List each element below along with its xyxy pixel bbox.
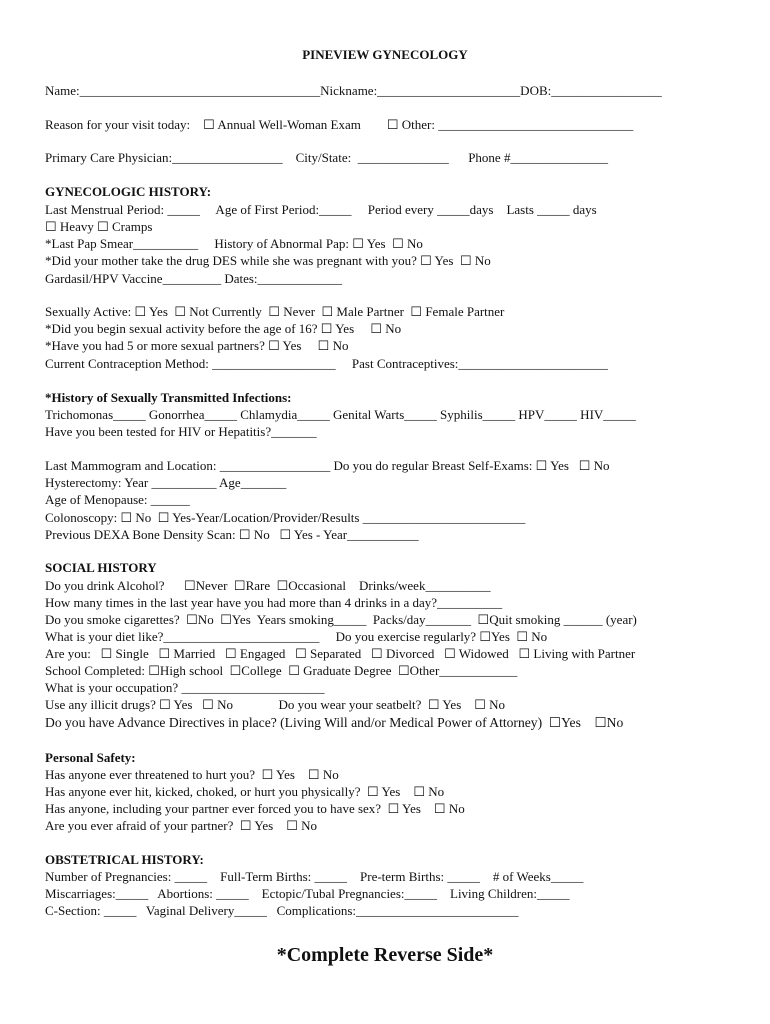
marital-line: Are you: ☐ Single ☐ Married ☐ Engaged ☐ Separated ☐ Divorced ☐ Widowed ☐ Living with Partner bbox=[45, 646, 636, 661]
obstetrical-heading: OBSTETRICAL HISTORY: bbox=[45, 852, 204, 867]
five-partners-line: *Have you had 5 or more sexual partners? ☐ Yes ☐ No bbox=[45, 338, 349, 353]
physical-hurt-line: Has anyone ever hit, kicked, choked, or hurt you physically? ☐ Yes ☐ No bbox=[45, 784, 445, 799]
school-line: School Completed: ☐High school ☐College ☐ Graduate Degree ☐Other____________ bbox=[45, 663, 518, 678]
social-history-heading: SOCIAL HISTORY bbox=[45, 560, 157, 575]
before-16-line: *Did you begin sexual activity before the age of 16? ☐ Yes ☐ No bbox=[45, 321, 402, 336]
advance-directives-line: Do you have Advance Directives in place? (Living Will and/or Medical Power of Attorney) ☐Yes ☐No bbox=[45, 715, 624, 730]
name-line: Name:_____________________________________Nickname:______________________DOB:_________________ bbox=[45, 83, 662, 98]
afraid-partner-line: Are you ever afraid of your partner? ☐ Yes ☐ No bbox=[45, 818, 318, 833]
menopause-line: Age of Menopause: ______ bbox=[45, 492, 190, 507]
hiv-test-line: Have you been tested for HIV or Hepatitis?_______ bbox=[45, 424, 317, 439]
drinks-day-line: How many times in the last year have you had more than 4 drinks in a day?__________ bbox=[45, 595, 503, 610]
alcohol-line: Do you drink Alcohol? ☐Never ☐Rare ☐Occasional Drinks/week__________ bbox=[45, 578, 491, 593]
heavy-cramps-line: ☐ Heavy ☐ Cramps bbox=[45, 219, 153, 234]
occupation-line: What is your occupation? ______________________ bbox=[45, 680, 325, 695]
diet-line: What is your diet like?________________________ Do you exercise regularly? ☐Yes ☐ No bbox=[45, 629, 548, 644]
reason-line: Reason for your visit today: ☐ Annual Well-Woman Exam ☐ Other: ______________________________ bbox=[45, 117, 634, 132]
mammogram-line: Last Mammogram and Location: _________________ Do you do regular Breast Self-Exams: ☐ Yes ☐ No bbox=[45, 458, 610, 473]
personal-safety-heading: Personal Safety: bbox=[45, 750, 136, 765]
dexa-line: Previous DEXA Bone Density Scan: ☐ No ☐ Yes - Year___________ bbox=[45, 527, 419, 542]
threatened-line: Has anyone ever threatened to hurt you? ☐ Yes ☐ No bbox=[45, 767, 339, 782]
drugs-seatbelt-line: Use any illicit drugs? ☐ Yes ☐ No Do you wear your seatbelt? ☐ Yes ☐ No bbox=[45, 697, 506, 712]
colonoscopy-line: Colonoscopy: ☐ No ☐ Yes-Year/Location/Provider/Results _________________________ bbox=[45, 510, 526, 525]
contraception-line: Current Contraception Method: ___________________ Past Contraceptives:_______________________ bbox=[45, 356, 608, 371]
des-line: *Did your mother take the drug DES while she was pregnant with you? ☐ Yes ☐ No bbox=[45, 253, 491, 268]
gyn-history-heading: GYNECOLOGIC HISTORY: bbox=[45, 184, 212, 199]
menstrual-line: Last Menstrual Period: _____ Age of First Period:_____ Period every _____days Lasts _____ days bbox=[45, 202, 597, 217]
forced-sex-line: Has anyone, including your partner ever forced you to have sex? ☐ Yes ☐ No bbox=[45, 801, 465, 816]
pap-smear-line: *Last Pap Smear__________ History of Abnormal Pap: ☐ Yes ☐ No bbox=[45, 236, 423, 251]
hysterectomy-line: Hysterectomy: Year __________ Age_______ bbox=[45, 475, 287, 490]
csection-line: C-Section: _____ Vaginal Delivery_____ Complications:_________________________ bbox=[45, 903, 519, 918]
gardasil-line: Gardasil/HPV Vaccine_________ Dates:_____________ bbox=[45, 271, 343, 286]
smoke-line: Do you smoke cigarettes? ☐No ☐Yes Years smoking_____ Packs/day_______ ☐Quit smoking ______ (year) bbox=[45, 612, 637, 627]
pregnancies-line: Number of Pregnancies: _____ Full-Term Births: _____ Pre-term Births: _____ # of Weeks_____ bbox=[45, 869, 584, 884]
sti-heading: *History of Sexually Transmitted Infections: bbox=[45, 390, 292, 405]
form-title: PINEVIEW GYNECOLOGY bbox=[302, 47, 468, 62]
sti-list-line: Trichomonas_____ Gonorrhea_____ Chlamydia_____ Genital Warts_____ Syphilis_____ HPV_____ HIV_____ bbox=[45, 407, 636, 422]
miscarriages-line: Miscarriages:_____ Abortions: _____ Ectopic/Tubal Pregnancies:_____ Living Children:_____ bbox=[45, 886, 570, 901]
physician-line: Primary Care Physician:_________________ City/State: ______________ Phone #_______________ bbox=[45, 150, 608, 165]
complete-reverse-side-note: *Complete Reverse Side* bbox=[276, 944, 494, 966]
sexually-active-line: Sexually Active: ☐ Yes ☐ Not Currently ☐ Never ☐ Male Partner ☐ Female Partner bbox=[45, 304, 505, 319]
